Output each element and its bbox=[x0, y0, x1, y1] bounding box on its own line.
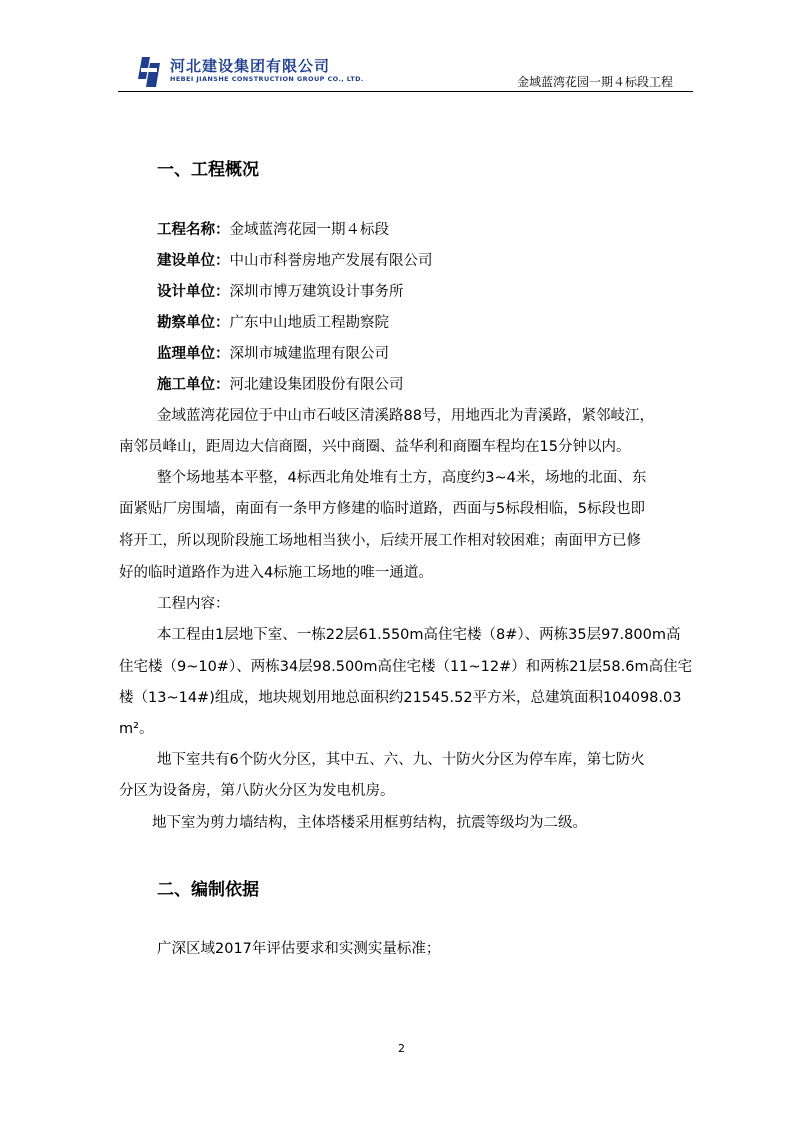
info-value: 金域蓝湾花园一期４标段 bbox=[229, 222, 389, 238]
paragraph-line: 住宅楼（9~10#）、两栋34层98.500m高住宅楼（11~12#）和两栋21层58.6m高住宅 bbox=[119, 659, 693, 675]
paragraph-line: 楼（13~14#)组成，地块规划用地总面积约21545.52平方米，总建筑面积104098.03 bbox=[119, 690, 682, 706]
header-divider bbox=[118, 91, 693, 92]
info-label: 勘察单位： bbox=[157, 315, 230, 331]
info-value: 深圳市博万建筑设计事务所 bbox=[229, 284, 404, 300]
company-logo-icon bbox=[138, 57, 160, 87]
info-label: 工程名称： bbox=[157, 222, 230, 238]
paragraph-line: 整个场地基本平整，4标西北角处堆有土方，高度约3~4米，场地的北面、东 bbox=[157, 470, 647, 486]
info-value: 中山市科誉房地产发展有限公司 bbox=[229, 253, 433, 269]
info-label: 监理单位： bbox=[157, 346, 230, 362]
info-row bbox=[157, 342, 389, 363]
paragraph-line: 地下室为剪力墙结构，主体塔楼采用框剪结构，抗震等级均为二级。 bbox=[152, 815, 587, 831]
info-row bbox=[157, 218, 389, 239]
paragraph-line: 广深区域2017年评估要求和实测实量标准； bbox=[157, 941, 441, 957]
paragraph-line: 好的临时道路作为进入4标施工场地的唯一通道。 bbox=[119, 565, 433, 581]
page-number: 2 bbox=[398, 1042, 405, 1055]
paragraph-line: 分区为设备房，第八防火分区为发电机房。 bbox=[119, 783, 395, 799]
paragraph-line: 将开工，所以现阶段施工场地相当狭小，后续开展工作相对较困难；南面甲方已修 bbox=[119, 533, 641, 549]
paragraph-line: 面紧贴厂房围墙，南面有一条甲方修建的临时道路，西面与5标段相临，5标段也即 bbox=[119, 501, 645, 517]
section-heading-overview: 一、工程概况 bbox=[157, 160, 259, 180]
info-label: 施工单位： bbox=[157, 377, 230, 393]
info-label: 建设单位： bbox=[157, 253, 230, 269]
info-value: 广东中山地质工程勘察院 bbox=[229, 315, 389, 331]
company-name-en: HEBEI JIANSHE CONSTRUCTION GROUP CO., LTD. bbox=[170, 75, 364, 83]
paragraph-line: 地下室共有6个防火分区，其中五、六、九、十防火分区为停车库，第七防火 bbox=[157, 752, 645, 768]
info-row bbox=[157, 373, 404, 394]
content-label: 工程内容： bbox=[157, 596, 230, 612]
paragraph-line: m²。 bbox=[119, 721, 154, 737]
paragraph-line: 金域蓝湾花园位于中山市石岐区清溪路88号，用地西北为青溪路，紧邻岐江， bbox=[157, 408, 654, 424]
info-value: 河北建设集团股份有限公司 bbox=[229, 377, 404, 393]
info-label: 设计单位： bbox=[157, 284, 230, 300]
paragraph-line: 本工程由1层地下室、一栋22层61.550m高住宅楼（8#）、两栋35层97.800m高 bbox=[157, 627, 681, 643]
info-value: 深圳市城建监理有限公司 bbox=[229, 346, 389, 362]
info-row bbox=[157, 249, 433, 270]
section-heading-basis: 二、编制依据 bbox=[157, 880, 259, 900]
info-row bbox=[157, 311, 389, 332]
company-name-cn: 河北建设集团有限公司 bbox=[170, 57, 331, 75]
info-row bbox=[157, 280, 404, 301]
project-title: 金域蓝湾花园一期４标段工程 bbox=[516, 75, 673, 89]
page-header bbox=[118, 52, 693, 92]
paragraph-line: 南邻员峰山，距周边大信商圈，兴中商圈、益华利和商圈车程均在15分钟以内。 bbox=[119, 439, 631, 455]
